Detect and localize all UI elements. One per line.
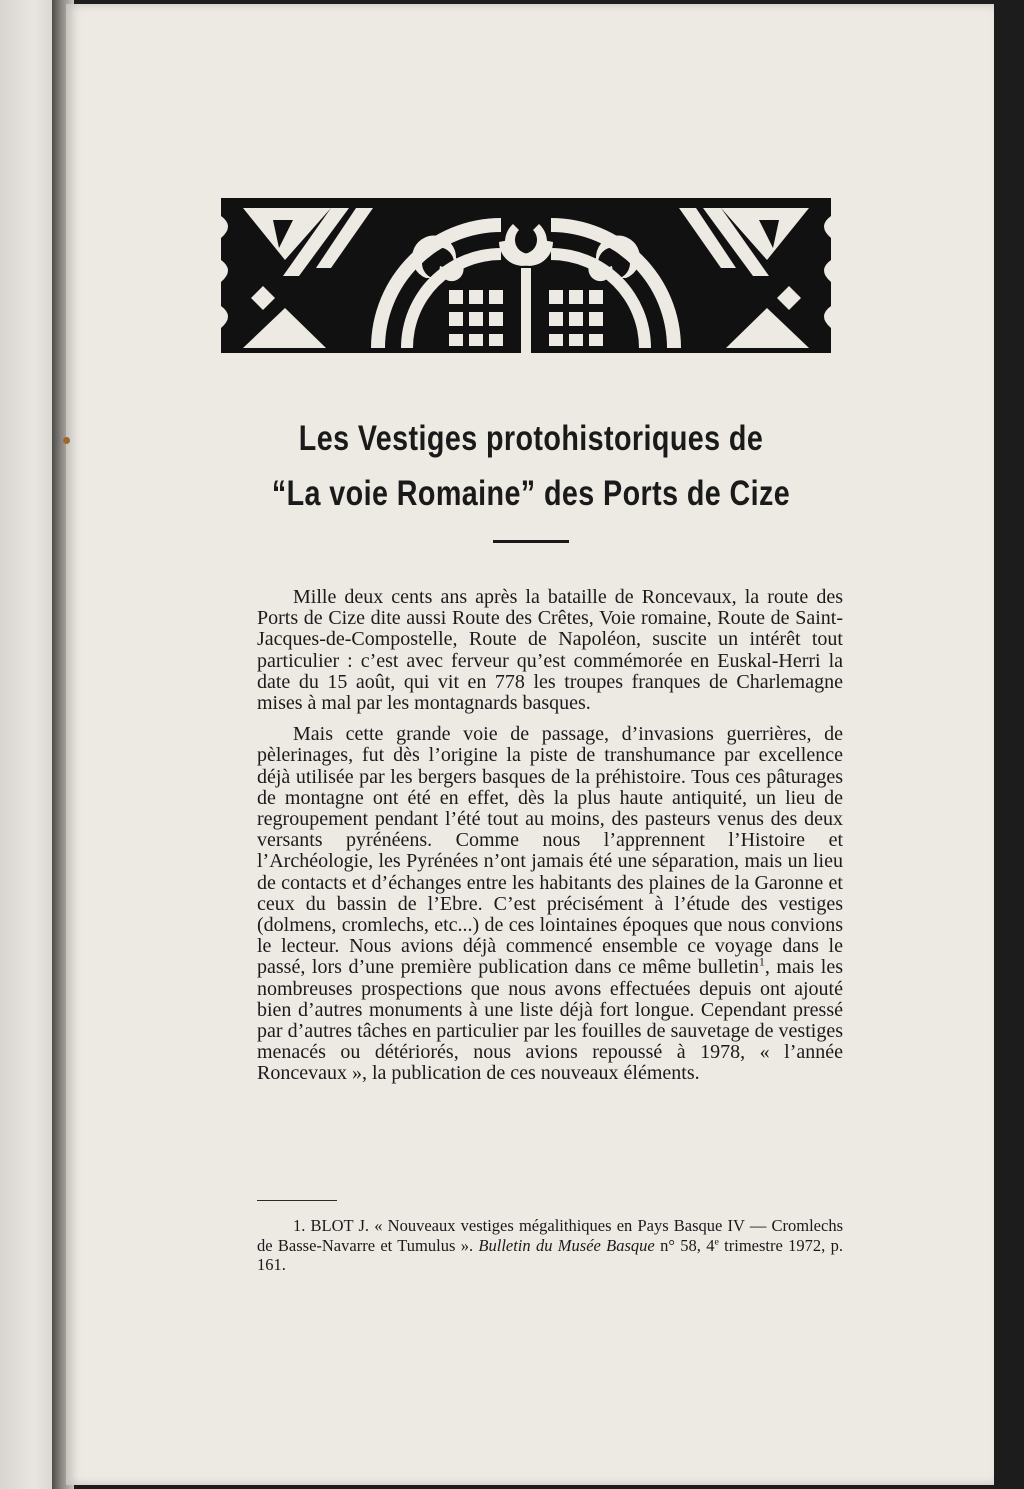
staple-mark [63,437,70,444]
journal-title: Bulletin du Musée Basque [478,1235,655,1255]
book-page [66,4,994,1485]
footnote: 1. BLOT J. « Nouveaux vestiges mégalithiques en Pays Basque IV — Cromlechs de Basse-Navarre et Tumulus ». Bulletin du Musée Basque n° 58, 4e trimestre 1972, p. 161. [257,1216,843,1274]
paragraph: Mais cette grande voie de passage, d’invasions guerrières, de pèlerinages, fut dès l’origine la piste de transhumance par excellence déjà utilisée par les bergers basques de la préhistoire. Tous ces pâturages de montagne ont été en effet, dès la plus haute antiquité, un lieu de regroupement pendant l’été tout au moins, des pasteurs venus des deux versants pyrénéens. Comme nous l’apprennent l’Histoire et l’Archéologie, les Pyrénées n’ont jamais été une séparation, mais un lieu de contacts et d’échanges entre les habitants des plaines de la Garonne et ceux du bassin de l’Ebre. C’est précisément à l’étude des vestiges (dolmens, cromlechs, etc...) de ces lointaines époques que nous convions le lecteur. Nous avions déjà commencé ensemble ce voyage dans le passé, lors d’une première publication dans ce même bulletin$^1$, mais les nombreuses prospections que nous avons effectuées depuis ont ajouté bien d’autres monuments à une liste déjà fort longue. Cependant pressé par d’autres tâches en particulier par les fouilles de sauvetage de vestiges menacés ou détériorés, nous avions repoussé à 1978, « l’année Roncevaux », la publication de ces nouveaux éléments. [257,723,843,1085]
title-divider [493,540,569,543]
article-title-line-2: “La voie Romaine” des Ports de Cize [271,474,791,513]
basque-geometric-frieze-icon [221,198,831,353]
paragraph: Mille deux cents ans après la bataille de Roncevaux, la route des Ports de Cize dite aussi Route des Crêtes, Voie romaine, Route de Saint-Jacques-de-Compostelle, Route de Napoléon, suscite un intérêt tout particulier : c’est avec ferveur qu’est commémorée en Euskal-Herri la date du 15 août, qui vit en 778 les troupes franques de Charlemagne mises à mal par les montagnards basques. [257,586,843,715]
footnote-reference: 1 [758,954,765,969]
footnote-divider [257,1200,337,1201]
article-body [257,587,843,1085]
article-title-line-1: Les Vestiges protohistoriques de [298,419,764,458]
